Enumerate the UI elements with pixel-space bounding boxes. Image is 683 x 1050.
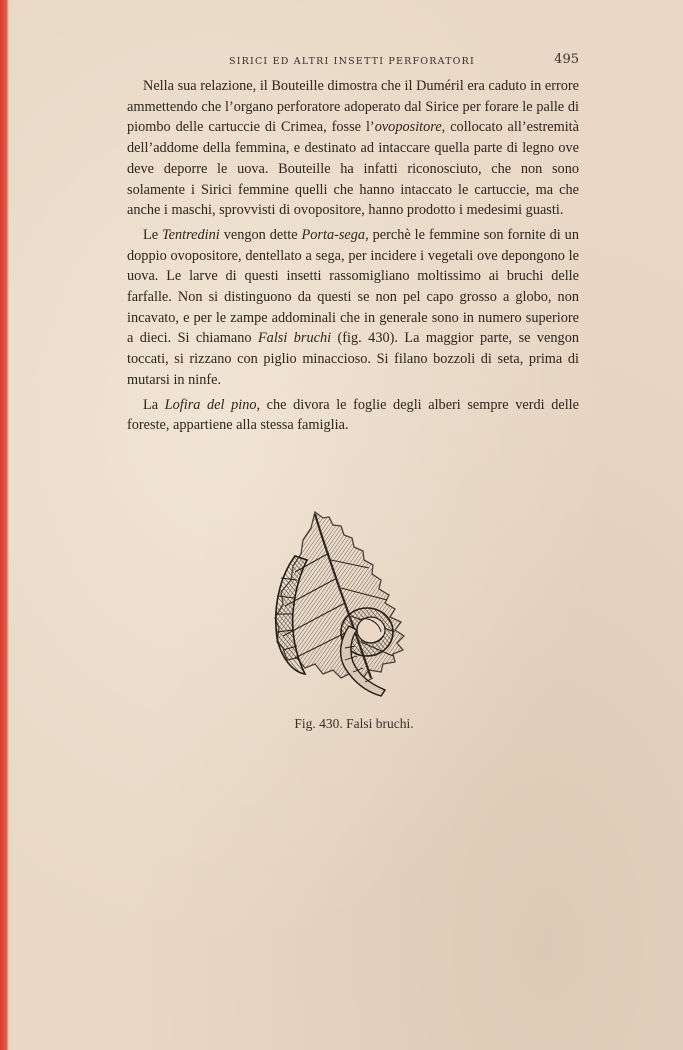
leaf-larvae-illustration — [271, 508, 441, 708]
italic-term: Lofira del pino — [164, 396, 257, 413]
paragraph-tentredini — [127, 225, 579, 391]
paragraph-lofira — [127, 395, 579, 436]
italic-term: Falsi bruchi — [257, 330, 332, 347]
italic-term: Porta-sega — [301, 226, 366, 243]
running-title: SIRICI ED ALTRI INSETTI PERFORATORI — [229, 56, 475, 67]
text-run: , che divora le foglie degli alberi sempre verdi delle foreste, appartiene alla stessa famiglia. — [127, 396, 579, 434]
figure-caption: Fig. 430. Falsi bruchi. — [294, 716, 414, 731]
text-run: (fig. 430). La maggior parte, se vengon toccati, si rizzano con piglio minaccioso. Si filano bozzoli di seta, prima di mutarsi in ninfe. — [127, 330, 579, 388]
body-text — [127, 76, 579, 440]
book-page — [9, 0, 683, 1050]
text-run: , perchè le femmine son fornite di un doppio ovopositore, dentellato a sega, per incidere i vegetali ove depongono le uova. Le larve di questi insetti rassomigliano moltissimo ai bruchi delle farfalle. Non si distinguono da questi se non pel capo grosso a globo, non incavato, e per le zampe addominali che in generale sono in numero superiore a dieci. Si chiamano — [127, 226, 579, 347]
italic-term: Tentredini — [162, 226, 220, 243]
red-page-edge — [0, 0, 9, 1050]
text-run: Nella sua relazione, il Bouteille dimostra che il Duméril era caduto in errore ammettendo che l’organo perforatore adoperato dal Sirice per forare le palle di piombo delle cartuccie di Crimea, fosse l’ — [127, 78, 579, 136]
italic-term: ovopositore — [374, 119, 442, 136]
page-number: 495 — [554, 52, 579, 67]
figure-leaf-with-larvae — [271, 508, 441, 708]
text-run: Le — [143, 226, 163, 243]
page-header — [229, 52, 579, 70]
paragraph-bouteille — [127, 76, 579, 221]
text-run: , collocato all’estremità dell’addome della femmina, e destinato ad intaccare quella parte di legno ove deve deporre le uova. Bouteille ha infatti riconosciuto, che non sono solamente i Sirici femmine quelli che hanno intaccato le cartuccie, ma che anche i maschi, sprovvisti di ovopositore, hanno prodotto i medesimi guasti. — [127, 119, 580, 219]
text-run: La — [143, 396, 165, 413]
text-run: vengon dette — [219, 226, 302, 243]
